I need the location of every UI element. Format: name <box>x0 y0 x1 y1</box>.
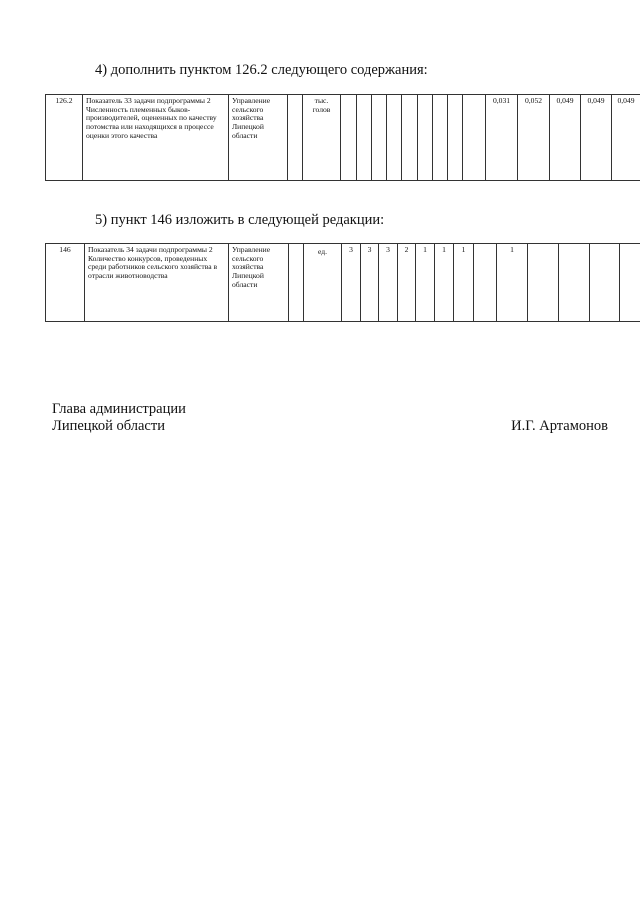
value-cell <box>341 95 357 181</box>
executor-text: Управление сельского хозяйства Липецкой области <box>229 95 288 181</box>
value-cell <box>433 95 448 181</box>
signature-name: И.Г. Артамонов <box>511 418 608 434</box>
signature-title-line2: Липецкой области <box>52 418 165 434</box>
value-cell: 0,031 <box>486 95 518 181</box>
blank-cell <box>288 95 303 181</box>
value-cell: 1 <box>497 244 528 322</box>
value-cell <box>620 244 640 322</box>
value-cell: 3 <box>379 244 398 322</box>
value-cell: 1 <box>435 244 454 322</box>
value-cell <box>402 95 418 181</box>
value-cell <box>357 95 372 181</box>
executor-text: Управление сельского хозяйства Липецкой области <box>229 244 289 322</box>
value-cell: 3 <box>342 244 361 322</box>
section1-heading: 4) дополнить пунктом 126.2 следующего содержания: <box>95 62 428 78</box>
value-cell <box>387 95 402 181</box>
value-cell <box>528 244 559 322</box>
table-row <box>46 95 640 181</box>
value-cell <box>559 244 590 322</box>
section2-table <box>45 243 640 322</box>
indicator-text: Показатель 34 задачи подпрограммы 2 Количество конкурсов, проведенных среди работников сельского хозяйства в отрасли животноводства <box>85 244 229 322</box>
value-cell: 2 <box>398 244 416 322</box>
item-code: 126.2 <box>46 95 83 181</box>
value-cell: 0,049 <box>550 95 581 181</box>
value-cell: 0,049 <box>612 95 640 181</box>
value-cell: 1 <box>454 244 474 322</box>
indicator-text: Показатель 33 задачи подпрограммы 2 Численность племенных быков-производителей, оцененных по качеству потомства или находящихся в процессе оценки этого качества <box>83 95 229 181</box>
value-cell: 1 <box>416 244 435 322</box>
value-cell: 0,052 <box>518 95 550 181</box>
table-row <box>46 244 640 322</box>
section1-table <box>45 94 640 181</box>
value-cell <box>590 244 620 322</box>
value-cell <box>463 95 486 181</box>
value-cell: 0,049 <box>581 95 612 181</box>
value-cell <box>474 244 497 322</box>
value-cell <box>418 95 433 181</box>
value-cell <box>372 95 387 181</box>
value-cell <box>448 95 463 181</box>
unit-cell: ед. <box>304 244 342 322</box>
value-cell: 3 <box>361 244 379 322</box>
section2-heading: 5) пункт 146 изложить в следующей редакции: <box>95 212 385 228</box>
unit-cell: тыс. голов <box>303 95 341 181</box>
item-code: 146 <box>46 244 85 322</box>
signature-title-line1: Глава администрации <box>52 401 186 417</box>
blank-cell <box>289 244 304 322</box>
